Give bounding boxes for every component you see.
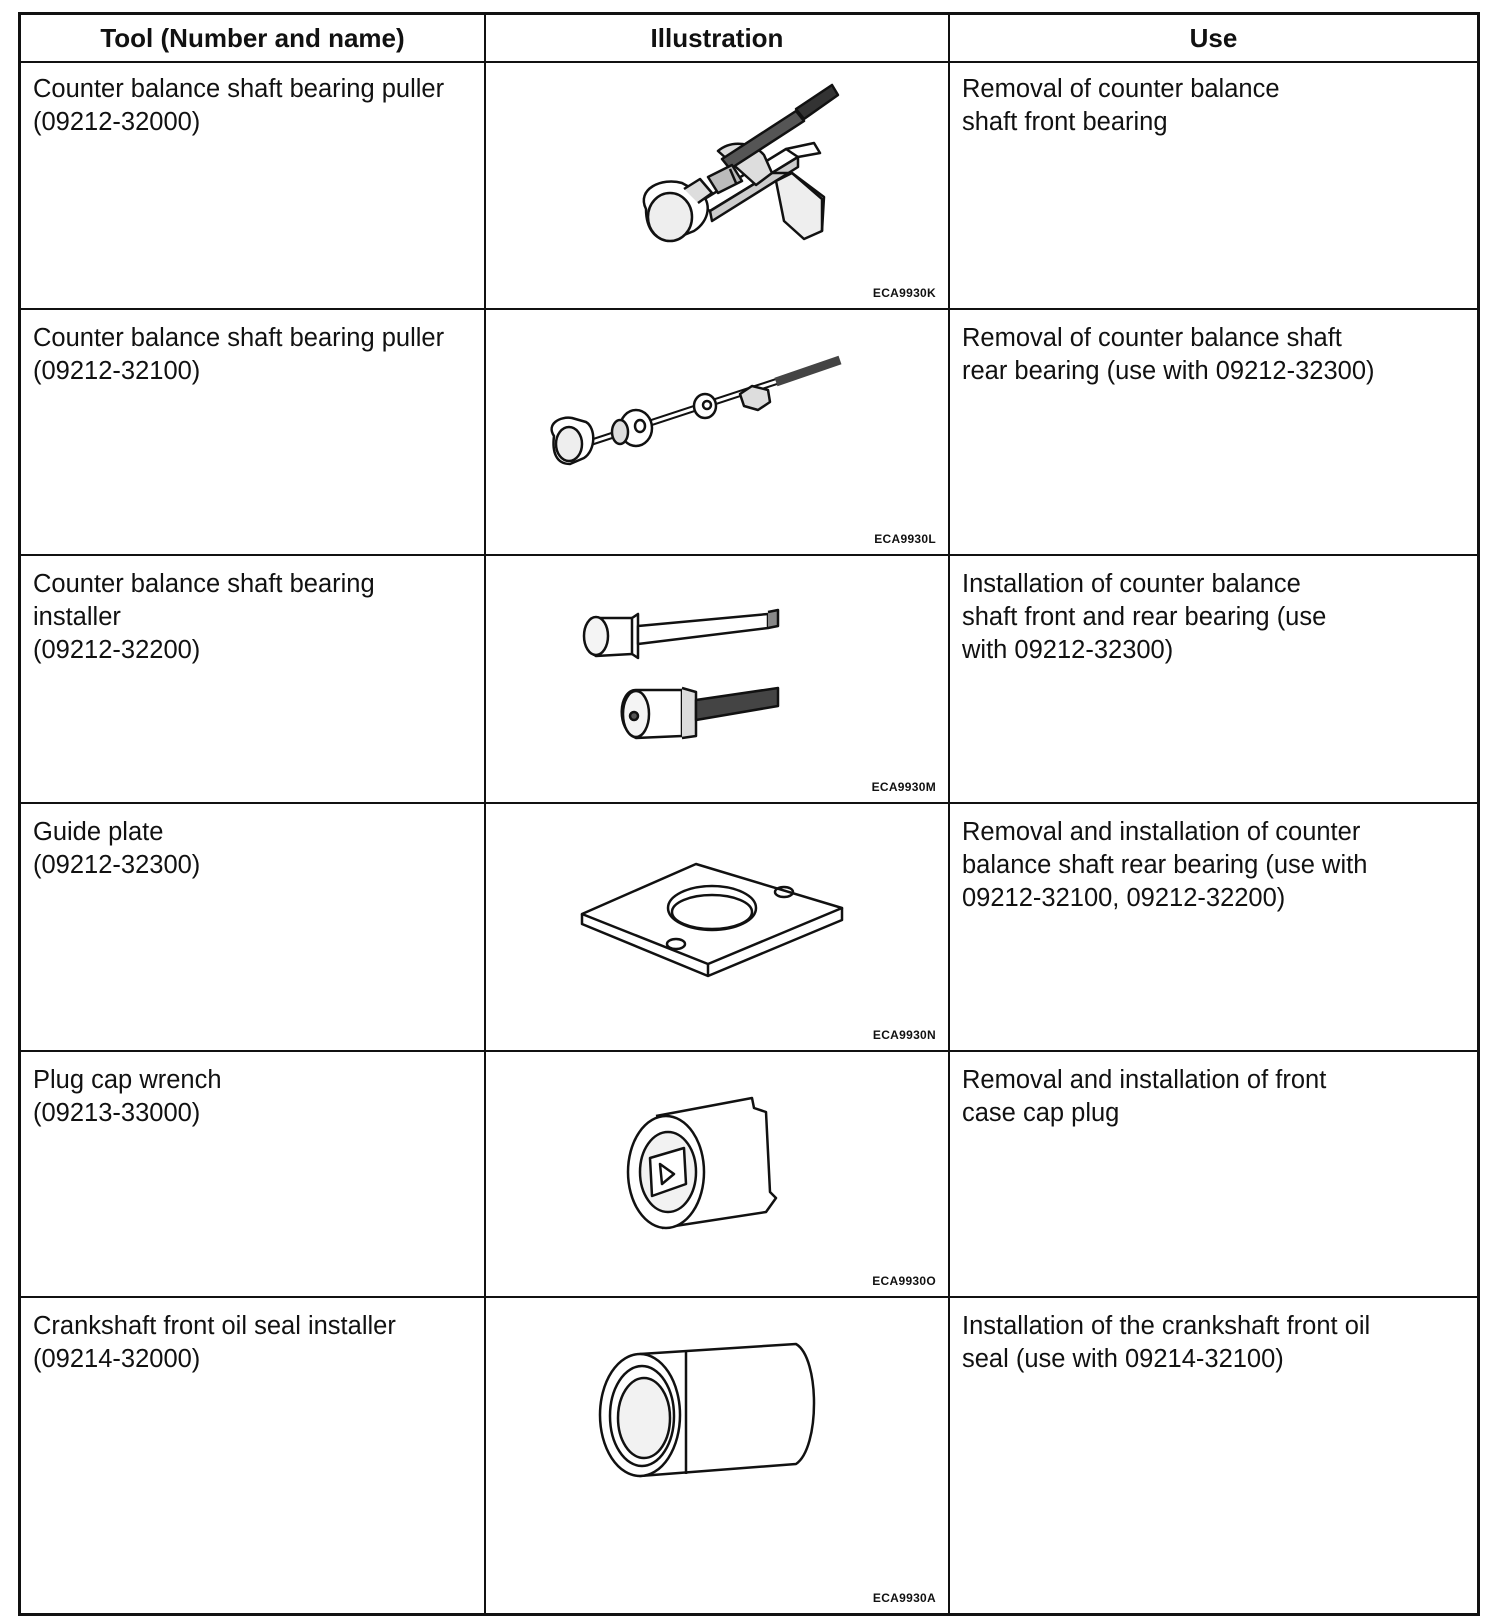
- use-cell: [950, 61, 1477, 308]
- table-row: [21, 1052, 1477, 1298]
- tool-number: (09212-32000): [33, 108, 201, 136]
- illustration-cell: [486, 1298, 948, 1613]
- figure-code: ECA9930M: [871, 780, 936, 794]
- figure-code: ECA9930A: [872, 1591, 936, 1605]
- bearing-puller-clamp-icon: [486, 61, 948, 308]
- figure-code: ECA9930O: [872, 1274, 936, 1288]
- tool-name: Crankshaft front oil seal installer: [33, 1312, 396, 1340]
- tool-name: Guide plate: [33, 818, 164, 846]
- use-text: Removal of counter balance shaft front bearing: [962, 75, 1280, 136]
- bearing-puller-rod-icon: [486, 310, 948, 554]
- oil-seal-installer-icon: [486, 1298, 948, 1611]
- use-cell: [950, 1052, 1477, 1296]
- bearing-installer-icon: [486, 556, 948, 802]
- figure-code: ECA9930N: [872, 1028, 936, 1042]
- tool-cell: [21, 556, 484, 802]
- use-text: Removal and installation of front case cap plug: [962, 1066, 1327, 1127]
- use-text: Removal and installation of counter balance shaft rear bearing (use with 09212-32100, 09212-32200): [962, 818, 1368, 912]
- tool-number: (09213-33000): [33, 1099, 201, 1127]
- illustration-cell: [486, 1052, 948, 1296]
- tool-table: [18, 12, 1480, 1616]
- tool-name: Counter balance shaft bearing puller: [33, 324, 445, 352]
- illustration-cell: [486, 61, 948, 308]
- use-cell: [950, 310, 1477, 554]
- illustration-cell: [486, 310, 948, 554]
- table-row: [21, 61, 1477, 310]
- use-cell: [950, 804, 1477, 1050]
- illustration-cell: [486, 556, 948, 802]
- tool-cell: [21, 1052, 484, 1296]
- header-illustration: Illustration: [650, 22, 784, 53]
- table-row: [21, 310, 1477, 556]
- table-row: [21, 804, 1477, 1052]
- use-cell: [950, 1298, 1477, 1613]
- tool-name: Counter balance shaft bearing installer: [33, 570, 375, 631]
- tool-number: (09212-32200): [33, 636, 201, 664]
- tool-cell: [21, 310, 484, 554]
- tool-number: (09212-32100): [33, 357, 201, 385]
- figure-code: ECA9930K: [872, 286, 936, 300]
- illustration-cell: [486, 804, 948, 1050]
- tool-cell: [21, 804, 484, 1050]
- table-header-row: [21, 15, 1477, 63]
- tool-cell: [21, 1298, 484, 1613]
- figure-code: ECA9930L: [874, 532, 936, 546]
- tool-name: Counter balance shaft bearing puller: [33, 75, 445, 103]
- use-text: Installation of the crankshaft front oil seal (use with 09214-32100): [962, 1312, 1371, 1373]
- tool-cell: [21, 61, 484, 308]
- use-text: Removal of counter balance shaft rear bearing (use with 09212-32300): [962, 324, 1375, 385]
- tool-number: (09214-32000): [33, 1345, 201, 1373]
- header-use: Use: [1189, 22, 1238, 53]
- plug-cap-wrench-icon: [486, 1052, 948, 1296]
- table-row: [21, 1298, 1477, 1613]
- tool-name: Plug cap wrench: [33, 1066, 222, 1094]
- use-text: Installation of counter balance shaft front and rear bearing (use with 09212-32300): [962, 570, 1327, 664]
- table-row: [21, 556, 1477, 804]
- header-tool: Tool (Number and name): [100, 22, 405, 53]
- tool-number: (09212-32300): [33, 851, 201, 879]
- guide-plate-icon: [486, 804, 948, 1050]
- use-cell: [950, 556, 1477, 802]
